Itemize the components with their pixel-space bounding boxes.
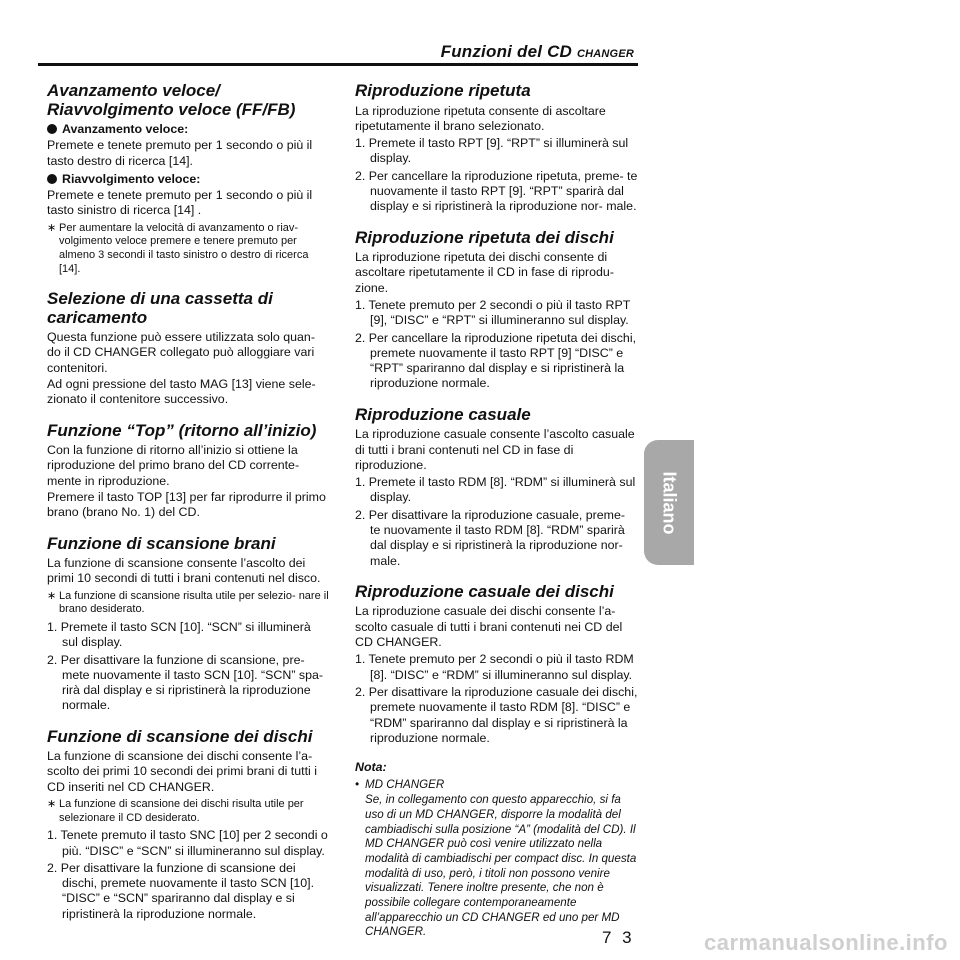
- paragraph: Premete e tenete premuto per 1 secondo o più il tasto sinistro di ricerca [14] .: [47, 188, 313, 218]
- page-header: [38, 40, 638, 66]
- paragraph: La riproduzione casuale consente l’ascolto casuale di tutti i brani contenuti nel CD in fase di riproduzione.: [355, 427, 635, 472]
- section-heading: Riproduzione ripetuta dei dischi: [355, 227, 614, 247]
- note: ∗ La funzione di scansione risulta utile per selezio- nare il brano desiderato.: [47, 589, 329, 616]
- paragraph: Ad ogni pressione del tasto MAG [13] viene sele- zionato il contenitore successivo.: [47, 377, 316, 407]
- paragraph: La funzione di scansione dei dischi consente l’a- scolto dei primi 10 secondi dei primi brani di tutti i CD inseriti nel CD CHANGER.: [47, 749, 317, 794]
- section-heading: Avanzamento veloce/ Riavvolgimento veloce (FF/FB): [47, 81, 296, 119]
- section-disc-random: [355, 583, 638, 746]
- page-title: Funzioni del CD CHANGER: [440, 42, 634, 61]
- note: ∗ Per aumentare la velocità di avanzamento o riav- volgimento veloce premere e tenere premuto per almeno 3 secondi il tasto sinistro o destro di ricerca [14].: [47, 221, 309, 275]
- step: 1. Tenete premuto per 2 secondi o più il tasto RPT [9], “DISC” e “RPT” si illumineranno sul display.: [355, 297, 631, 328]
- left-column: [47, 82, 329, 936]
- section-heading: Selezione di una cassetta di caricamento: [47, 289, 273, 327]
- section-note: [355, 760, 638, 940]
- section-fast-forward: [47, 82, 329, 276]
- section-disc-scan: [47, 728, 329, 922]
- paragraph: La riproduzione casuale dei dischi consente l’a- scolto casuale di tutti i brani contenuti nei CD del CD CHANGER.: [355, 604, 623, 650]
- section-disc-repeat: [355, 229, 638, 392]
- section-heading: Funzione “Top” (ritorno all’inizio): [47, 420, 317, 440]
- section-heading: Funzione di scansione brani: [47, 533, 276, 553]
- step: 1. Premete il tasto RDM [8]. “RDM” si illuminerà sul display.: [355, 475, 636, 505]
- section-random: [355, 406, 638, 569]
- asterisk-icon: ∗: [47, 798, 57, 811]
- step: 1. Premete il tasto RPT [9]. “RPT” si illuminerà sul display.: [355, 136, 629, 166]
- section-heading: Riproduzione casuale: [355, 404, 531, 424]
- section-scan: [47, 535, 329, 714]
- page-title-suffix: CHANGER: [576, 48, 634, 60]
- note-body: • MD CHANGER Se, in collegamento con questo apparecchio, si fa uso di un MD CHANGER, disporre la modalità del cambiadischi sulla posizione “A” (modalità del CD). Il MD CHANGER può così venire utilizzato nella modalità di cambiadischi per compact disc. In questa modalità di uso, però, i titoli non possono venire visualizzati. Tenere inoltre presente, che non è possibile collegare contemporaneamente all’apparecchio un CD CHANGER ed uno per MD CHANGER.: [355, 778, 637, 939]
- step: 1. Tenete premuto il tasto SNC [10] per 2 secondi o più. “DISC” e “SCN” si illumineranno sul display.: [47, 828, 328, 858]
- step: 2. Per cancellare la riproduzione ripetuta, preme- te nuovamente il tasto RPT [9]. “RPT” sparirà dal display e si ripristinerà la riproduzione nor- male.: [355, 168, 638, 214]
- page-number: 7 3: [602, 928, 635, 947]
- bullet-forward: Avanzamento veloce:: [47, 122, 329, 137]
- section-repeat: [355, 82, 638, 215]
- section-heading: Funzione di scansione dei dischi: [47, 726, 313, 746]
- section-top: [47, 422, 329, 521]
- bullet-rewind: Riavvolgimento veloce:: [47, 172, 329, 187]
- right-column: [355, 82, 638, 940]
- section-heading: Riproduzione casuale dei dischi: [355, 581, 614, 601]
- bullet-icon: [47, 124, 57, 134]
- paragraph: Premete e tenete premuto per 1 secondo o più il tasto destro di ricerca [14].: [47, 138, 313, 168]
- paragraph: La funzione di scansione consente l’ascolto dei primi 10 secondi di tutti i brani contenuti nel disco.: [47, 556, 321, 586]
- step: 2. Per disattivare la funzione di scansione, pre- mete nuovamente il tasto SCN [10]. “SCN” spa- rirà dal display e si ripristinerà la riproduzione normale.: [47, 652, 323, 713]
- step: 2. Per disattivare la riproduzione casuale dei dischi, premete nuovamente il tasto RDM [8]. “DISC” e “RDM” spariranno dal display e si ripristinerà la riproduzione normale.: [355, 684, 638, 745]
- step: 2. Per disattivare la funzione di scansione dei dischi, premete nuovamente il tasto SCN [10]. “DISC” e “SCN” spariranno dal display e si ripristinerà la riproduzione normale.: [47, 860, 315, 921]
- watermark: carmanualsonline.info: [704, 930, 948, 955]
- header-rule: [38, 63, 638, 66]
- note: ∗ La funzione di scansione dei dischi risulta utile per selezionare il CD desiderato.: [47, 798, 304, 824]
- language-tab-label: Italiano: [659, 470, 680, 535]
- asterisk-icon: ∗: [47, 221, 57, 234]
- step: 2. Per disattivare la riproduzione casuale, preme- te nuovamente il tasto RDM [8]. “RDM” sparirà dal display e si ripristinerà la riproduzione nor- male.: [355, 507, 625, 568]
- step: 2. Per cancellare la riproduzione ripetuta dei dischi, premete nuovamente il tasto RPT [9] “DISC” e “RPT” spariranno dal display e si ripristinerà la riproduzione normale.: [355, 330, 637, 391]
- paragraph: La riproduzione ripetuta dei dischi consente di ascoltare ripetutamente il CD in fase di riprodu- zione.: [355, 250, 614, 295]
- paragraph: Con la funzione di ritorno all’inizio si ottiene la riproduzione del primo brano del CD corrente- mente in riproduzione.: [47, 443, 300, 488]
- language-tab: [644, 440, 694, 565]
- step: 1. Premete il tasto SCN [10]. “SCN” si illuminerà sul display.: [47, 619, 311, 650]
- note-text: Se, in collegamento con questo apparecchio, si fa uso di un MD CHANGER, disporre la modalità del cambiadischi sulla posizione “A” (modalità del CD). Il MD CHANGER può così venire utilizzato nella modalità di cambiadischi per compact disc. In questa modalità di uso, però, i titoli non possono venire visualizzati. Tenere inoltre presente, che non è possibile collegare contemporaneamente all’apparecchio un CD CHANGER ed uno per MD CHANGER.: [365, 793, 637, 939]
- bullet-icon: •: [355, 778, 360, 792]
- paragraph: Questa funzione può essere utilizzata solo quan- do il CD CHANGER collegato può alloggiare vari contenitori.: [47, 330, 315, 375]
- section-heading: Riproduzione ripetuta: [355, 81, 531, 100]
- section-magazine: [47, 290, 329, 407]
- paragraph: La riproduzione ripetuta consente di ascoltare ripetutamente il brano selezionato.: [355, 103, 606, 133]
- asterisk-icon: ∗: [47, 589, 57, 602]
- note-title: Nota:: [355, 760, 387, 775]
- paragraph: Premere il tasto TOP [13] per far riprodurre il primo brano (brano No. 1) del CD.: [47, 490, 326, 520]
- bullet-icon: [47, 174, 57, 184]
- step: 1. Tenete premuto per 2 secondi o più il tasto RDM [8]. “DISC” e “RDM” si illumineranno sul display.: [355, 652, 634, 682]
